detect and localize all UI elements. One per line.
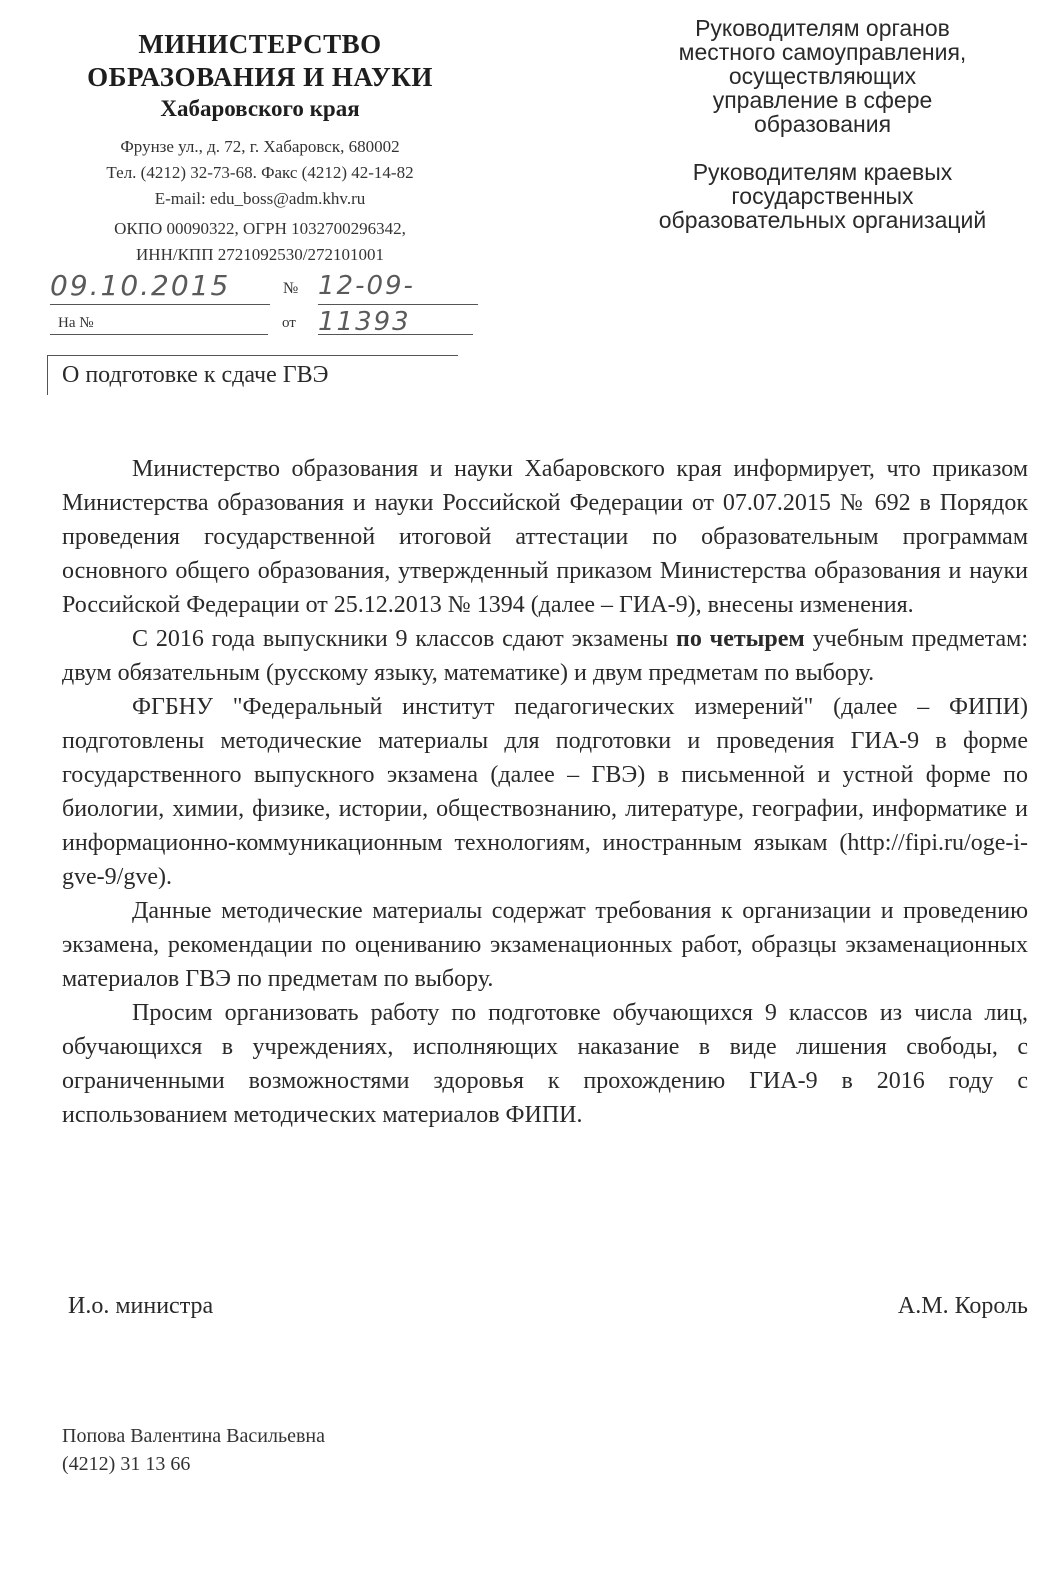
subject-divider (48, 355, 458, 356)
executor-block (62, 1422, 325, 1478)
addressee-line: местного самоуправления, (678, 39, 967, 65)
addressee-line: государственных (731, 183, 914, 209)
ministry-phone: Тел. (4212) 32-73-68. Факс (4212) 42-14-82 (106, 163, 414, 182)
letterhead (40, 28, 480, 268)
executor-name: Попова Валентина Васильевна (62, 1425, 325, 1447)
body-paragraph-1: Министерство образования и науки Хабаровского края информирует, что приказом Министерства образования и науки Российской Федерации от 07.07.2015 № 692 в Порядок проведения государственной итоговой аттестации по образовательным программам основного общего образования, утвержденный приказом Министерства образования и науки Российской Федерации от 25.12.2013 № 1394 (далее – ГИА-9), внесены изменения. (62, 456, 1028, 618)
body-paragraph-2 (62, 622, 1028, 690)
reference-number-line (50, 334, 268, 335)
body-paragraph-4: Данные методические материалы содержат требования к организации и проведению экзамена, рекомендации по оцениванию экзаменационных работ, образцы экзаменационных материалов ГВЭ по предметам по выбору. (62, 898, 1028, 992)
ministry-region: Хабаровского края (160, 96, 360, 121)
letter-subject: О подготовке к сдаче ГВЭ (62, 362, 329, 388)
reference-from-label: от (282, 315, 296, 331)
body-paragraph-3: ФГБНУ "Федеральный институт педагогических измерений" (далее – ФИПИ) подготовлены методические материалы для подготовки и проведения ГИА-9 в форме государственного выпускного экзамена (далее – ГВЭ) в письменной и устной форме по биологии, химии, физике, истории, обществознанию, литературе, географии, информатике и информационно-коммуникационным технологиям, иностранным языкам (http://fipi.ru/oge-i-gve-9/gve). (62, 694, 1028, 890)
registration-date: 09.10.2015 (50, 268, 270, 305)
ministry-address: Фрунзе ул., д. 72, г. Хабаровск, 680002 (120, 137, 400, 156)
subject-bracket (47, 355, 48, 395)
ministry-title-line2: ОБРАЗОВАНИЯ И НАУКИ (87, 62, 433, 92)
addressees (625, 16, 1020, 232)
p2-text-before: С 2016 года выпускники 9 классов сдают экзамены (132, 626, 677, 652)
p2-text-after: учебным предметам: двум обязательным (русскому языку, математике) и двум предметам по выбору. (62, 626, 1029, 686)
addressee-line: Руководителям краевых (692, 159, 953, 185)
letter-body (62, 452, 1028, 1132)
ministry-codes-line2: ИНН/КПП 2721092530/272101001 (136, 245, 384, 264)
body-paragraph-5: Просим организовать работу по подготовке обучающихся 9 классов из числа лиц, обучающихся в учреждениях, исполняющих наказание в виде лишения свободы, с ограниченными возможностями здоровья к прохождению ГИА-9 в 2016 году с использованием методических материалов ФИПИ. (62, 1000, 1028, 1128)
addressee-line: образовательных организаций (658, 207, 987, 233)
registration-number: 12-09-11393 (318, 268, 478, 305)
addressee-line: осуществляющих (728, 63, 917, 89)
addressee-line: управление в сфере (712, 87, 933, 113)
signatory-role: И.о. министра (68, 1293, 214, 1319)
registration-number-symbol: № (283, 280, 299, 297)
ministry-email: E-mail: edu_boss@adm.khv.ru (154, 189, 366, 208)
ministry-codes-line1: ОКПО 00090322, ОГРН 1032700296342, (114, 219, 406, 238)
executor-phone: (4212) 31 13 66 (62, 1453, 191, 1475)
reference-date-line (318, 334, 473, 335)
addressee-line: Руководителям органов (695, 15, 950, 41)
addressee-line: образования (753, 111, 892, 137)
signatory-name: А.М. Король (897, 1293, 1028, 1319)
reference-label: На № (58, 315, 94, 331)
p2-bold-text: по четырем (676, 626, 805, 652)
ministry-title-line1: МИНИСТЕРСТВО (138, 29, 382, 59)
